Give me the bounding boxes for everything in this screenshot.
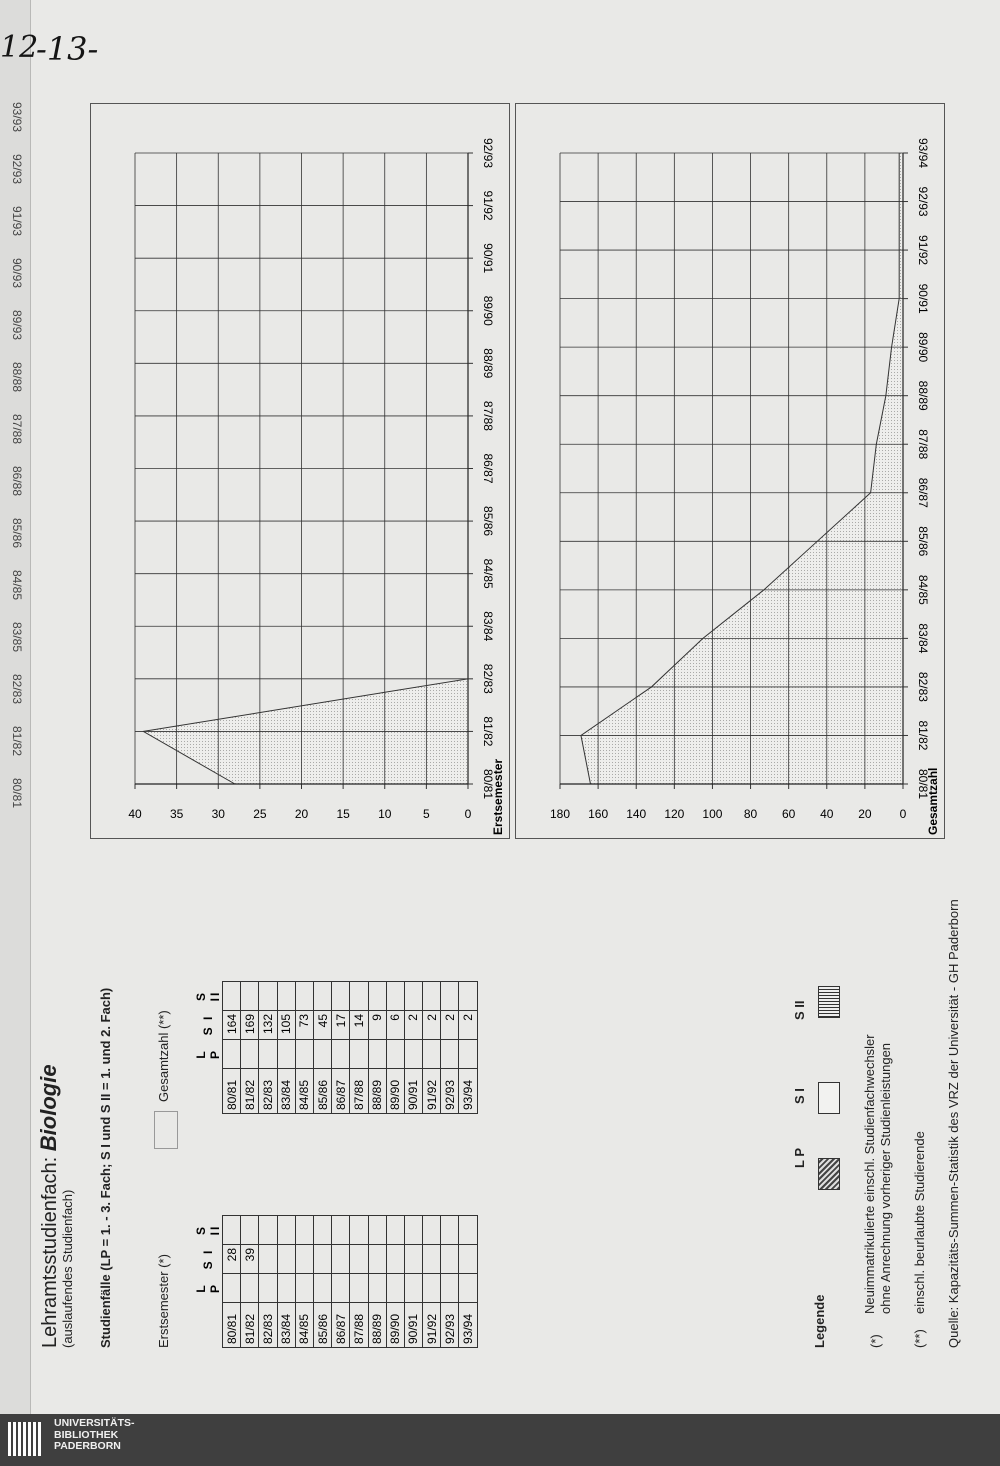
edge-label: 80/81: [10, 777, 25, 809]
erstsemester-row: [277, 1216, 295, 1348]
gesamtzahl-lp-cell: [295, 1040, 313, 1069]
erstsemester-sii-cell: [295, 1216, 313, 1245]
erstsemester-year-cell: 86/87: [332, 1303, 350, 1348]
logo-line-1: UNIVERSITÄTS-: [54, 1417, 135, 1429]
y-tick-label: 0: [464, 807, 472, 821]
x-tick-label: 85/86: [481, 506, 495, 537]
gesamtzahl-row: [295, 982, 313, 1114]
y-tick-label: 160: [588, 807, 609, 821]
erstsemester-year-cell: 92/93: [441, 1303, 459, 1348]
x-tick-label: 92/93: [481, 137, 495, 169]
y-tick-label: 35: [169, 807, 184, 821]
erstsemester-sii-cell: [368, 1216, 386, 1245]
erstsemester-year-cell: 81/82: [241, 1303, 259, 1348]
note-star1-mark: (*): [868, 1334, 883, 1348]
gesamtzahl-lp-cell: [350, 1040, 368, 1069]
handwritten-page-number: -13-: [36, 30, 99, 68]
legend-title: Legende: [812, 1294, 827, 1348]
gesamtzahl-sii-cell: [386, 982, 404, 1011]
edge-label: 86/88: [10, 465, 25, 497]
gesamtzahl-row: [368, 982, 386, 1114]
erstsemester-year-cell: 91/92: [423, 1303, 441, 1348]
note-star1-line1: Neuimmatrikulierte einschl. Studienfachwechsler: [862, 1034, 877, 1314]
gesamtzahl-year-cell: 90/91: [404, 1069, 422, 1114]
library-logo-icon: [8, 1422, 43, 1461]
gesamtzahl-year-cell: 89/90: [386, 1069, 404, 1114]
x-tick-label: 91/92: [916, 235, 930, 266]
erstsemester-lp-cell: [277, 1274, 295, 1303]
y-tick-label: 180: [549, 807, 571, 821]
gesamtzahl-sii-cell: [368, 982, 386, 1011]
gesamtzahl-sii-cell: [350, 982, 368, 1011]
erstsemester-row: [404, 1216, 422, 1348]
erstsemester-year-cell: 82/83: [259, 1303, 277, 1348]
gesamtzahl-si-cell: 9: [368, 1011, 386, 1040]
erstsemester-row: [459, 1216, 477, 1348]
page-subtitle: (auslaufendes Studienfach): [60, 1189, 75, 1348]
erstsemester-row: [313, 1216, 331, 1348]
erstsemester-year-cell: 83/84: [277, 1303, 295, 1348]
erstsemester-year-cell: 93/94: [459, 1303, 477, 1348]
gesamtzahl-si-cell: 17: [332, 1011, 350, 1040]
x-tick-label: 88/89: [481, 348, 495, 379]
erstsemester-year-cell: 90/91: [404, 1303, 422, 1348]
edge-label: 92/93: [10, 153, 25, 185]
erstsemester-label: Erstsemester (*): [156, 1254, 171, 1348]
library-logo-text: [54, 1418, 135, 1453]
edge-label: 81/82: [10, 725, 25, 757]
y-tick-label: 25: [253, 807, 267, 821]
erstsemester-si-cell: [295, 1245, 313, 1274]
gesamtzahl-year-cell: 91/92: [423, 1069, 441, 1114]
y-tick-label: 60: [781, 807, 796, 821]
gesamtzahl-row: [459, 982, 477, 1114]
erstsemester-si-cell: [332, 1245, 350, 1274]
studienfaelle-note: Studienfälle (LP = 1. - 3. Fach; S I und S II = 1. und 2. Fach): [98, 987, 113, 1348]
x-tick-label: 81/82: [481, 716, 495, 747]
area-fill: [581, 153, 903, 784]
legend-lp-swatch: [818, 1158, 840, 1190]
note-star2-text: einschl. beurlaubte Studierende: [912, 1131, 927, 1314]
erstsemester-row: [386, 1216, 404, 1348]
gesamtzahl-table: [194, 981, 478, 1114]
erstsemester-year-cell: 87/88: [350, 1303, 368, 1348]
erstsemester-si-cell: [259, 1245, 277, 1274]
erstsemester-lp-cell: [368, 1274, 386, 1303]
erstsemester-sii-cell: [441, 1216, 459, 1245]
y-tick-label: 20: [294, 807, 309, 821]
erstsemester-row: [441, 1216, 459, 1348]
erstsemester-row: [368, 1216, 386, 1348]
col-lp: L P: [194, 1283, 222, 1294]
erstsemester-sii-cell: [241, 1216, 259, 1245]
gesamtzahl-year-cell: 88/89: [368, 1069, 386, 1114]
gesamtzahl-sii-cell: [313, 982, 331, 1011]
erstsemester-si-cell: [350, 1245, 368, 1274]
legend-lp-label: L P: [792, 1148, 807, 1168]
erstsemester-year-cell: 89/90: [386, 1303, 404, 1348]
gesamtzahl-lp-cell: [368, 1040, 386, 1069]
edge-label: 89/93: [10, 309, 25, 341]
col-sii: S II: [194, 1224, 222, 1236]
erstsemester-sii-cell: [404, 1216, 422, 1245]
x-tick-label: 80/81: [481, 768, 495, 800]
y-tick-label: 10: [378, 807, 392, 821]
x-tick-label: 82/83: [916, 671, 930, 702]
edge-label: 93/93: [10, 101, 25, 133]
gesamtzahl-lp-cell: [459, 1040, 477, 1069]
y-tick-label: 15: [336, 807, 350, 821]
chart-title: Gesamtzahl: [926, 767, 940, 835]
erstsemester-table: [194, 1215, 478, 1348]
erstsemester-si-cell: [404, 1245, 422, 1274]
y-tick-label: 40: [128, 807, 142, 821]
erstsemester-row: [241, 1216, 259, 1348]
gesamtzahl-lp-cell: [386, 1040, 404, 1069]
x-tick-label: 90/91: [481, 243, 495, 274]
gesamtzahl-label: Gesamtzahl (**): [156, 1010, 171, 1102]
erstsemester-year-cell: 80/81: [223, 1303, 241, 1348]
erstsemester-sii-cell: [386, 1216, 404, 1245]
erstsemester-sii-cell: [259, 1216, 277, 1245]
x-tick-label: 93/94: [916, 137, 930, 169]
erstsemester-sii-cell: [350, 1216, 368, 1245]
gesamtzahl-year-cell: 80/81: [223, 1069, 241, 1114]
logo-line-3: PADERBORN: [54, 1440, 121, 1452]
title-subject: Biologie: [36, 1064, 61, 1152]
gesamtzahl-row: [332, 982, 350, 1114]
gesamtzahl-lp-cell: [259, 1040, 277, 1069]
edge-label: 88/88: [10, 361, 25, 393]
gesamtzahl-si-cell: 2: [404, 1011, 422, 1040]
gesamtzahl-year-cell: 87/88: [350, 1069, 368, 1114]
gesamtzahl-row: [441, 982, 459, 1114]
erstsemester-si-cell: [386, 1245, 404, 1274]
x-tick-label: 82/83: [481, 663, 495, 694]
erstsemester-sii-cell: [223, 1216, 241, 1245]
x-tick-label: 83/84: [481, 611, 495, 642]
erstsemester-lp-cell: [313, 1274, 331, 1303]
edge-label: 90/93: [10, 257, 25, 289]
page-title: [36, 1064, 62, 1348]
x-tick-label: 84/85: [481, 558, 495, 589]
x-tick-label: 90/91: [916, 283, 930, 314]
erstsemester-si-cell: [368, 1245, 386, 1274]
gesamtzahl-row: [277, 982, 295, 1114]
note-star1-line2: ohne Anrechnung vorheriger Studienleistungen: [878, 1042, 893, 1314]
gesamtzahl-year-cell: 93/94: [459, 1069, 477, 1114]
x-tick-label: 89/90: [916, 332, 930, 363]
gesamtzahl-row: [259, 982, 277, 1114]
erstsemester-si-cell: [277, 1245, 295, 1274]
gesamtzahl-lp-cell: [277, 1040, 295, 1069]
erstsemester-row: [423, 1216, 441, 1348]
erstsemester-si-cell: [459, 1245, 477, 1274]
gesamtzahl-year-cell: 86/87: [332, 1069, 350, 1114]
gesamtzahl-sii-cell: [259, 982, 277, 1011]
erstsemester-sii-cell: [459, 1216, 477, 1245]
erstsemester-lp-cell: [404, 1274, 422, 1303]
gesamtzahl-lp-cell: [241, 1040, 259, 1069]
gesamtzahl-si-cell: 73: [295, 1011, 313, 1040]
erstsemester-year-cell: 85/86: [313, 1303, 331, 1348]
gesamtzahl-year-cell: 82/83: [259, 1069, 277, 1114]
erstsemester-sii-cell: [277, 1216, 295, 1245]
col-si: S I: [201, 1014, 215, 1036]
erstsemester-lp-cell: [241, 1274, 259, 1303]
gesamtzahl-lp-cell: [223, 1040, 241, 1069]
x-tick-label: 91/92: [481, 190, 495, 221]
y-tick-label: 0: [899, 807, 907, 821]
gesamtzahl-sii-cell: [459, 982, 477, 1011]
gesamtzahl-lp-cell: [404, 1040, 422, 1069]
chart-title: Erstsemester: [491, 758, 505, 835]
gesamtzahl-si-cell: 132: [259, 1011, 277, 1040]
x-tick-label: 86/87: [916, 477, 930, 508]
erstsemester-si-cell: [441, 1245, 459, 1274]
gesamtzahl-si-cell: 2: [459, 1011, 477, 1040]
gesamtzahl-si-cell: 164: [223, 1011, 241, 1040]
gesamtzahl-si-cell: 105: [277, 1011, 295, 1040]
edge-label: 87/88: [10, 413, 25, 445]
edge-label: 83/85: [10, 621, 25, 653]
gesamtzahl-si-cell: 2: [441, 1011, 459, 1040]
edge-label: 82/83: [10, 673, 25, 705]
handwritten-previous-page-number: 12: [0, 30, 39, 65]
erstsemester-row: [350, 1216, 368, 1348]
y-tick-label: 120: [664, 807, 685, 821]
gesamtzahl-si-cell: 6: [386, 1011, 404, 1040]
edge-label: 91/93: [10, 205, 25, 237]
erstsemester-sii-cell: [332, 1216, 350, 1245]
erstsemester-si-cell: [423, 1245, 441, 1274]
edge-label: 84/85: [10, 569, 25, 601]
col-sii: S II: [194, 990, 222, 1002]
erstsemester-row: [259, 1216, 277, 1348]
x-tick-label: 83/84: [916, 623, 930, 654]
gesamtzahl-sii-cell: [441, 982, 459, 1011]
gesamtzahl-row: [386, 982, 404, 1114]
gesamtzahl-chart: [515, 103, 945, 839]
col-lp: L P: [194, 1049, 222, 1060]
gesamtzahl-year-cell: 84/85: [295, 1069, 313, 1114]
legend-sii-label: S II: [792, 1000, 807, 1020]
legend-sii-swatch: [818, 986, 840, 1018]
logo-line-2: BIBLIOTHEK: [54, 1428, 119, 1441]
gesamtzahl-sii-cell: [277, 982, 295, 1011]
gesamtzahl-row: [404, 982, 422, 1114]
gesamtzahl-si-cell: 2: [423, 1011, 441, 1040]
gesamtzahl-lp-cell: [332, 1040, 350, 1069]
y-tick-label: 20: [858, 807, 872, 821]
gesamtzahl-swatch: [154, 1111, 178, 1149]
x-tick-label: 81/82: [916, 720, 930, 751]
gesamtzahl-row: [313, 982, 331, 1114]
erstsemester-lp-cell: [386, 1274, 404, 1303]
erstsemester-row: [295, 1216, 313, 1348]
erstsemester-lp-cell: [332, 1274, 350, 1303]
erstsemester-lp-cell: [350, 1274, 368, 1303]
gesamtzahl-sii-cell: [241, 982, 259, 1011]
gesamtzahl-year-cell: 92/93: [441, 1069, 459, 1114]
y-tick-label: 40: [820, 807, 834, 821]
gesamtzahl-sii-cell: [404, 982, 422, 1011]
gesamtzahl-row: [423, 982, 441, 1114]
gesamtzahl-sii-cell: [423, 982, 441, 1011]
erstsemester-lp-cell: [259, 1274, 277, 1303]
y-tick-label: 100: [702, 807, 723, 821]
gesamtzahl-row: [241, 982, 259, 1114]
gesamtzahl-row: [223, 982, 241, 1114]
erstsemester-lp-cell: [295, 1274, 313, 1303]
x-tick-label: 84/85: [916, 574, 930, 605]
gesamtzahl-si-cell: 169: [241, 1011, 259, 1040]
gesamtzahl-sii-cell: [332, 982, 350, 1011]
x-tick-label: 87/88: [481, 400, 495, 431]
gesamtzahl-sii-cell: [223, 982, 241, 1011]
x-tick-label: 80/81: [916, 768, 930, 800]
gesamtzahl-si-cell: 45: [313, 1011, 331, 1040]
erstsemester-sii-cell: [313, 1216, 331, 1245]
gesamtzahl-lp-cell: [313, 1040, 331, 1069]
x-tick-label: 92/93: [916, 186, 930, 217]
erstsemester-lp-cell: [423, 1274, 441, 1303]
erstsemester-row: [223, 1216, 241, 1348]
erstsemester-chart: [90, 103, 510, 839]
legend-si-swatch: [818, 1082, 840, 1114]
y-tick-label: 80: [743, 807, 758, 821]
x-tick-label: 89/90: [481, 295, 495, 326]
erstsemester-sii-cell: [423, 1216, 441, 1245]
col-si: S I: [201, 1248, 215, 1270]
erstsemester-row: [332, 1216, 350, 1348]
gesamtzahl-year-cell: 85/86: [313, 1069, 331, 1114]
erstsemester-year-cell: 88/89: [368, 1303, 386, 1348]
erstsemester-si-cell: [313, 1245, 331, 1274]
x-tick-label: 87/88: [916, 429, 930, 460]
y-tick-label: 140: [626, 807, 647, 821]
legend-si-label: S I: [792, 1088, 807, 1104]
erstsemester-lp-cell: [223, 1274, 241, 1303]
y-tick-label: 5: [423, 807, 430, 821]
erstsemester-lp-cell: [441, 1274, 459, 1303]
gesamtzahl-year-cell: 81/82: [241, 1069, 259, 1114]
y-tick-label: 30: [211, 807, 225, 821]
gesamtzahl-lp-cell: [441, 1040, 459, 1069]
x-tick-label: 85/86: [916, 526, 930, 557]
x-tick-label: 86/87: [481, 453, 495, 484]
note-star2-mark: (**): [912, 1329, 927, 1348]
erstsemester-year-cell: 84/85: [295, 1303, 313, 1348]
gesamtzahl-year-cell: 83/84: [277, 1069, 295, 1114]
gesamtzahl-lp-cell: [423, 1040, 441, 1069]
edge-label: 85/86: [10, 517, 25, 549]
x-tick-label: 88/89: [916, 380, 930, 411]
erstsemester-lp-cell: [459, 1274, 477, 1303]
source-note: Quelle: Kapazitäts-Summen-Statistik des VRZ der Universität - GH Paderborn: [946, 899, 961, 1348]
gesamtzahl-si-cell: 14: [350, 1011, 368, 1040]
erstsemester-si-cell: 39: [241, 1245, 259, 1274]
title-prefix: Lehramtsstudienfach:: [39, 1156, 61, 1348]
gesamtzahl-sii-cell: [295, 982, 313, 1011]
gesamtzahl-row: [350, 982, 368, 1114]
erstsemester-si-cell: 28: [223, 1245, 241, 1274]
library-footer: [0, 1414, 1000, 1466]
